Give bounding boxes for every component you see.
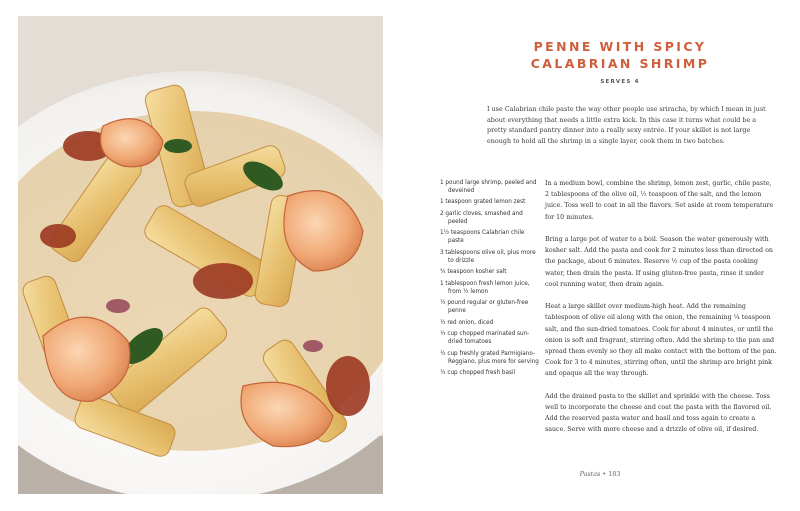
method-step: Bring a large pot of water to a boil. Season the water generously with kosher salt. Add the pasta and cook for 2 minutes less than directed on the package, about 6 minutes. Reserve ½ cup of the pasta cooking water, then drain the pasta. If using gluten-free pasta, rinse it under cool running water, then drain again. <box>545 236 773 288</box>
recipe-intro: I use Calabrian chile paste the way other people use sriracha, by which I mean in just about everything that needs a little extra kick. In this case it turns what could be a pretty standard pantry dinner into a really sexy entrée. If your skillet is not large enough to hold all the shrimp in a single layer, cook them in two batches. <box>487 105 766 145</box>
page-footer <box>500 470 700 478</box>
ingredient-item: ½ red onion, diced <box>440 319 494 326</box>
recipe-title-line2: CALABRIAN SHRIMP <box>530 56 710 71</box>
method-steps <box>545 178 777 447</box>
serves-label: SERVES 4 <box>600 79 640 85</box>
ingredient-item: 1 pound large shrimp, peeled and deveined <box>440 180 537 195</box>
ingredient-item: ½ pound regular or gluten-free penne <box>440 300 529 315</box>
section-name: Pastas <box>579 470 601 478</box>
method-step: Add the drained pasta to the skillet and sprinkle with the cheese. Toss well to incorporate the cheese and coat the pasta with the flavored oil. Add the reserved pasta water and basil and toss again to create a sauce. Serve with more cheese and a drizzle of olive oil, if desired. <box>545 392 772 434</box>
page-number: 183 <box>608 470 621 478</box>
ingredient-item: ¼ cup chopped fresh basil <box>440 370 516 377</box>
footer-separator: • <box>602 470 607 478</box>
dish-photo <box>18 16 383 494</box>
ingredient-item: ⅓ cup chopped marinated sun-dried tomatoes <box>440 331 530 346</box>
ingredient-item: 2 garlic cloves, smashed and peeled <box>440 210 523 225</box>
ingredient-item: 1 tablespoon fresh lemon juice, from ½ lemon <box>440 280 530 295</box>
recipe-title <box>470 38 770 72</box>
ingredient-list <box>440 179 540 380</box>
ingredient-item: 3 tablespoons olive oil, plus more to drizzle <box>440 249 536 264</box>
recipe-title-line1: PENNE WITH SPICY <box>533 39 707 54</box>
ingredient-item: 1½ teaspoons Calabrian chile paste <box>440 230 525 245</box>
method-step: In a medium bowl, combine the shrimp, lemon zest, garlic, chile paste, 2 tablespoons of the olive oil, ½ teaspoon of the salt, and the lemon juice. Toss well to coat in all the flavors. Set aside at room temperature for 10 minutes. <box>545 180 774 221</box>
ingredient-item: ¾ teaspoon kosher salt <box>440 269 507 276</box>
ingredient-item: ½ cup freshly grated Parmigiano-Reggiano, plus more for serving <box>440 350 539 365</box>
ingredient-item: 1 teaspoon grated lemon zest <box>440 199 526 206</box>
method-step: Heat a large skillet over medium-high heat. Add the remaining tablespoon of olive oil along with the onion, the remaining ¼ teaspoon salt, and the sun-dried tomatoes. Cook for about 4 minutes, or until the onion is soft and fragrant, stirring often. Add the shrimp to the pan and spread them evenly so they all make contact with the bottom of the pan. Cook for 3 to 4 minutes, stirring often, until the shrimp are bright pink and opaque all the way through. <box>545 303 777 378</box>
penne-shrimp-photo <box>18 16 383 494</box>
